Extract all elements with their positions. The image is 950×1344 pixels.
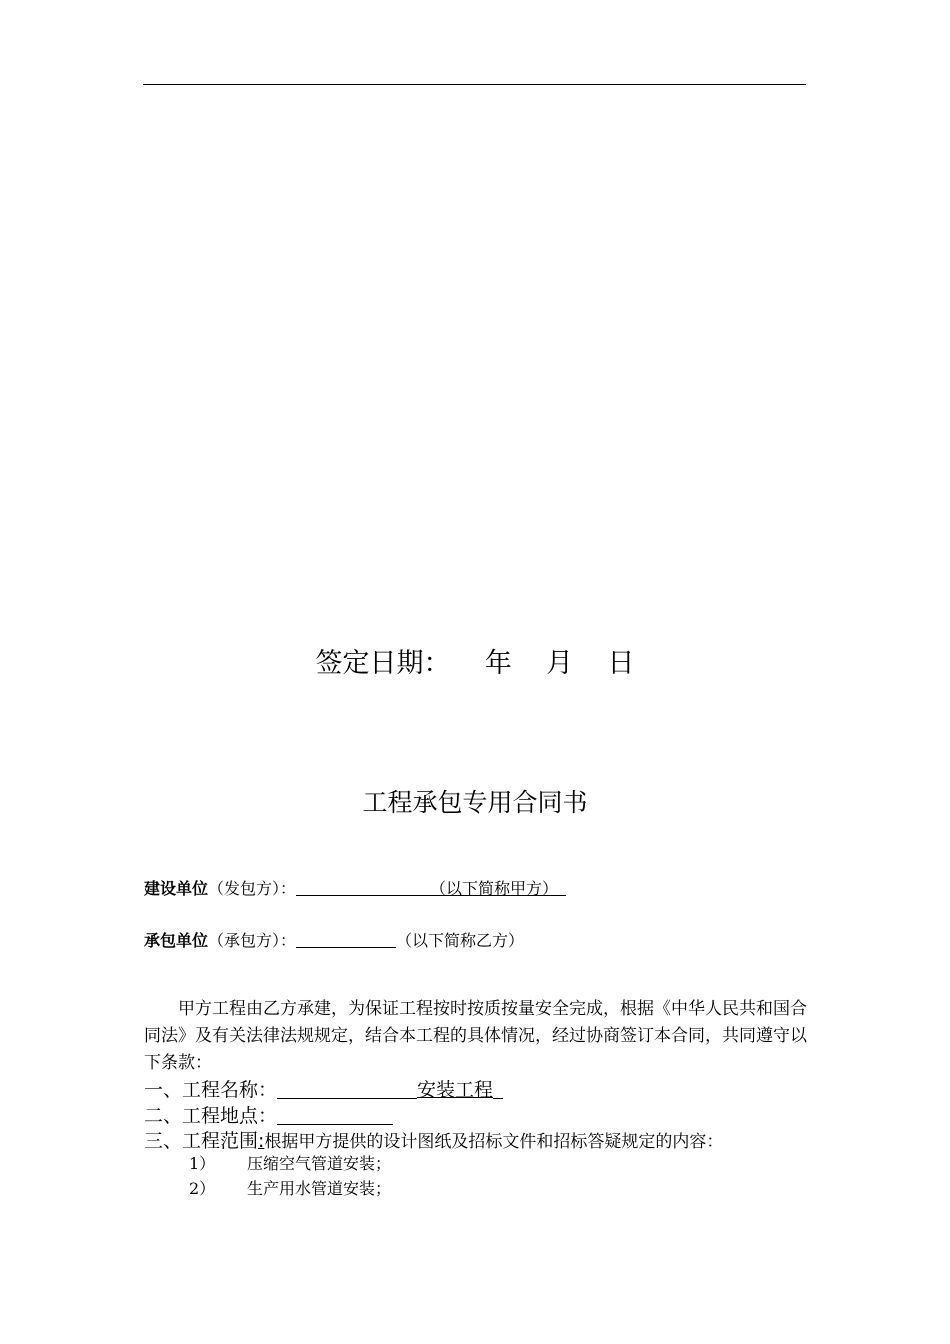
- party-a-role: （发包方）：: [208, 879, 297, 898]
- party-a-blank[interactable]: [296, 879, 430, 896]
- contract-title: 工程承包专用合同书: [362, 788, 588, 817]
- clause-project-location-label: 二、工程地点：: [144, 1105, 278, 1127]
- signing-date-month: 月: [546, 648, 574, 679]
- party-b-line: [144, 928, 524, 951]
- party-b-blank[interactable]: [296, 931, 396, 948]
- signing-date-label: 签定日期：: [315, 648, 451, 679]
- scope-item: [189, 1151, 391, 1174]
- signing-date-line: [0, 641, 950, 680]
- clause-project-name-label: 一、工程名称：: [144, 1079, 278, 1101]
- project-location-blank[interactable]: [277, 1105, 393, 1125]
- party-b-suffix: （以下简称乙方）: [396, 931, 525, 950]
- project-name-blank[interactable]: [277, 1079, 417, 1099]
- scope-item-number: 1）: [189, 1154, 216, 1173]
- party-b-role: （承包方）：: [208, 931, 297, 950]
- scope-item-text: 生产用水管道安装；: [247, 1179, 392, 1198]
- preamble-paragraph: 甲方工程由乙方承建，为保证工程按时按质按量安全完成，根据《中华人民共和国合同法》及有关法律法规规定，结合本工程的具体情况，经过协商签订本合同，共同遵守以下条款：: [144, 999, 807, 1073]
- project-name-value: 安装工程: [417, 1079, 494, 1101]
- scope-item-text: 压缩空气管道安装；: [247, 1154, 392, 1173]
- clause-project-scope-text: 根据甲方提供的设计图纸及招标文件和招标答疑规定的内容：: [264, 1132, 724, 1152]
- party-a-suffix-tail: [558, 879, 566, 896]
- party-a-suffix: （以下简称甲方）: [430, 879, 559, 898]
- scope-item-number: 2）: [189, 1179, 216, 1198]
- party-b-label: 承包单位: [144, 931, 209, 950]
- clause-project-name: [144, 1075, 503, 1102]
- party-a-line: [144, 876, 566, 899]
- party-a-label: 建设单位: [144, 879, 209, 898]
- clause-project-scope-colon: :: [258, 1130, 265, 1152]
- project-name-tail: [493, 1079, 503, 1099]
- clause-project-scope: [144, 1126, 723, 1153]
- clause-project-location: [144, 1101, 393, 1128]
- header-rule: [143, 84, 806, 85]
- signing-date-year: 年: [484, 648, 512, 679]
- clause-project-scope-label: 三、工程范围: [144, 1130, 259, 1152]
- scope-item: [189, 1176, 391, 1199]
- signing-date-day: 日: [607, 648, 635, 679]
